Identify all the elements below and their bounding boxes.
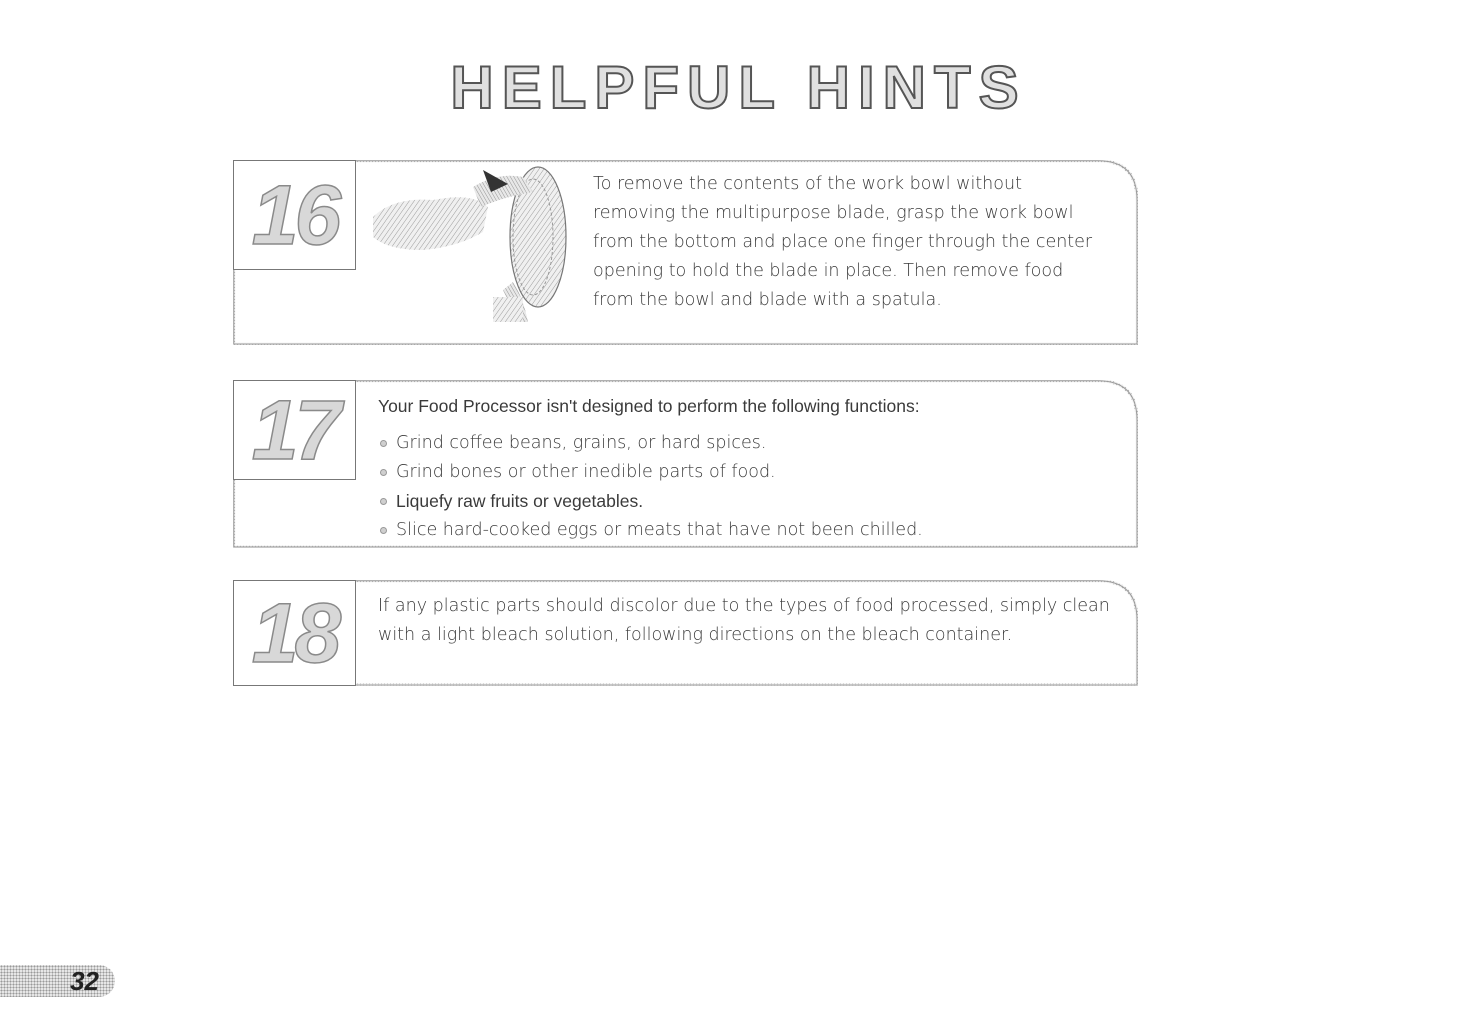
hint-17-content <box>378 392 1118 545</box>
hint-number: 16 <box>233 160 356 270</box>
hint-18 <box>233 580 1138 686</box>
list-item: Slice hard-cooked eggs or meats that have not been chilled. <box>378 516 1118 545</box>
hint-number: 18 <box>233 580 356 686</box>
page-number: 32 <box>0 965 115 997</box>
hint-18-text: If any plastic parts should discolor due to the types of food processed, simply clean with a light bleach solution, following directions on the bleach container. <box>378 596 1110 645</box>
hint-17 <box>233 380 1138 548</box>
hint-16 <box>233 160 1138 345</box>
page-title: HELPFUL HINTS <box>450 54 1027 121</box>
hint-16-text: To remove the contents of the work bowl without removing the multipurpose blade, grasp the work bowl from the bottom and place one finger through the center opening to hold the blade in place. Then remove food from the bowl and blade with a spatula. <box>593 174 1093 310</box>
hint-number: 17 <box>233 380 356 480</box>
list-item: Grind bones or other inedible parts of food. <box>378 458 1118 487</box>
hint-17-intro: Your Food Processor isn't designed to perform the following functions: <box>378 396 920 416</box>
hand-holding-work-bowl-icon <box>363 162 578 322</box>
list-item: Liquefy raw fruits or vegetables. <box>378 487 1118 516</box>
list-item: Grind coffee beans, grains, or hard spices. <box>378 429 1118 458</box>
hint-17-list <box>378 429 1118 545</box>
